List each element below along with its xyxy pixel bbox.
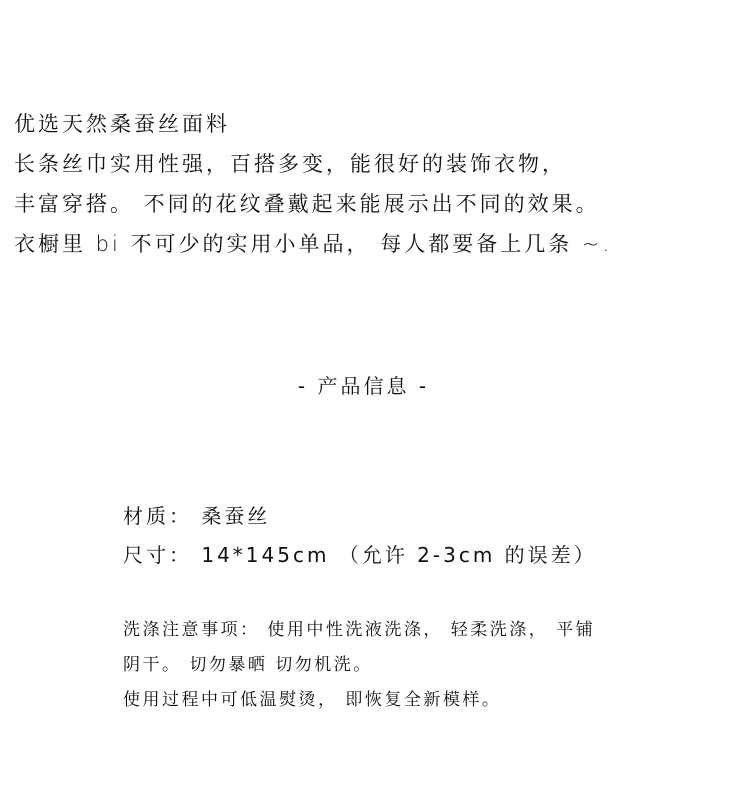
care-line: 阴干。 切勿暴晒 切勿机洗。 (123, 655, 373, 675)
size-spec: 尺寸： 14*145cm （允许 2-3cm 的误差） (123, 543, 597, 567)
care-line: 洗涤注意事项： 使用中性洗液洗涤， 轻柔洗涤， 平铺 (123, 620, 596, 640)
intro-paragraph (14, 104, 739, 264)
care-instructions (123, 613, 723, 718)
section-title: - 产品信息 - (297, 374, 430, 398)
intro-line: 优选天然桑蚕丝面料 (14, 112, 230, 136)
material-spec: 材质： 桑蚕丝 (123, 504, 271, 528)
care-line: 使用过程中可低温熨烫， 即恢复全新模样。 (123, 690, 502, 710)
product-specs (123, 497, 597, 575)
intro-line: 丰富穿搭。 不同的花纹叠戴起来能展示出不同的效果。 (14, 192, 600, 216)
intro-line: 长条丝巾实用性强，百搭多变，能很好的装饰衣物， (14, 152, 566, 176)
intro-line: 衣橱里 bi 不可少的实用小单品， 每人都要备上几条 ~. (14, 232, 613, 256)
